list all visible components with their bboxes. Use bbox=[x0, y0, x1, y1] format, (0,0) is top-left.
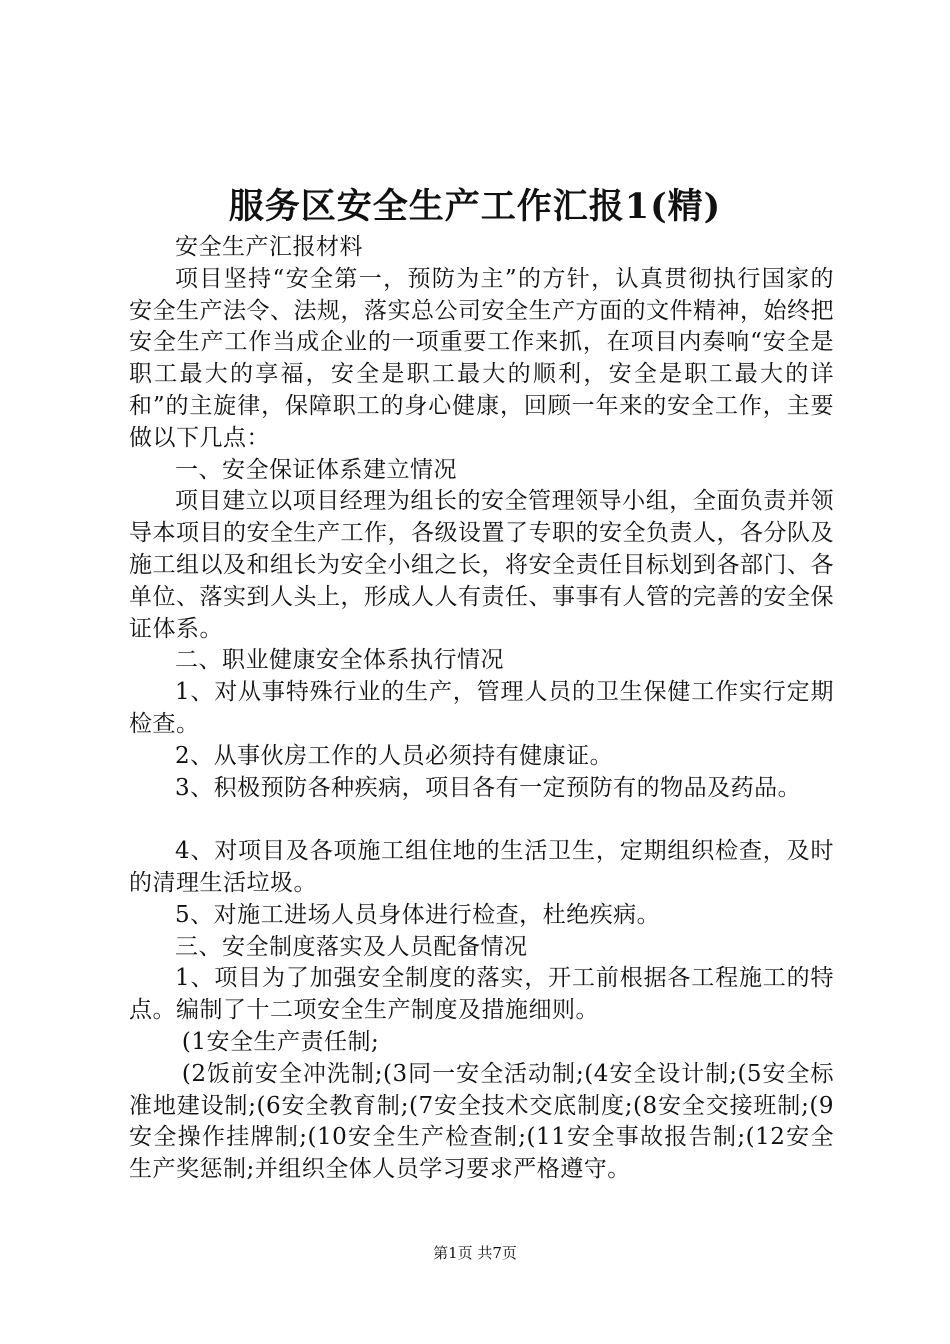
page-number-footer: 第1页 共7页 bbox=[433, 1244, 517, 1262]
list-item: 5、对施工进场人员身体进行检查，杜绝疾病。 bbox=[175, 901, 661, 928]
paragraph-section-1: 项目建立以项目经理为组长的安全管理领导小组，全面负责并领导本项目的安全生产工作，各级设置了专职的安全负责人，各分队及施工组以及和组长为安全小组之长，将安全责任目标划到各部门、各单位、落实到人头上，形成人人有责任、事事有人管的完善的安全保证体系。 bbox=[129, 488, 834, 642]
paragraph-subtitle: 安全生产汇报材料 bbox=[175, 234, 363, 260]
list-item: 2、从事伙房工作的人员必须持有健康证。 bbox=[175, 742, 614, 769]
document-title: 服务区安全生产工作汇报1(精) bbox=[228, 186, 722, 227]
list-item: 4、对项目及各项施工组住地的生活卫生，定期组织检查，及时的清理生活垃圾。 bbox=[129, 838, 834, 896]
list-item: 3、积极预防各种疾病，项目各有一定预防有的物品及药品。 bbox=[175, 774, 802, 801]
regulation-list: (2饭前安全冲洗制;(3同一安全活动制;(4安全设计制;(5安全标准地建设制;(6安全教育制;(7安全技术交底制度;(8安全交接班制;(9安全操作挂牌制;(10安全生产检查制;(11安全事故报告制;(12安全生产奖惩制;并组织全体人员学习要求严格遵守。 bbox=[129, 1060, 834, 1183]
document-body bbox=[129, 232, 834, 1186]
list-item: 1、对从事特殊行业的生产，管理人员的卫生保健工作实行定期检查。 bbox=[129, 679, 834, 737]
section-heading-1: 一、安全保证体系建立情况 bbox=[175, 456, 457, 483]
section-heading-2: 二、职业健康安全体系执行情况 bbox=[175, 647, 504, 674]
paragraph-intro: 项目坚持“安全第一，预防为主”的方针，认真贯彻执行国家的安全生产法令、法规，落实总公司安全生产方面的文件精神，始终把安全生产工作当成企业的一项重要工作来抓，在项目内奏响“安全是职工最大的享福，安全是职工最大的顺利，安全是职工最大的详和”的主旋律，保障职工的身心健康，回顾一年来的安全工作，主要做以下几点： bbox=[129, 265, 834, 451]
section-heading-3: 三、安全制度落实及人员配备情况 bbox=[175, 933, 528, 960]
list-item: 1、项目为了加强安全制度的落实，开工前根据各工程施工的特点。编制了十二项安全生产制度及措施细则。 bbox=[129, 965, 834, 1024]
regulation-item: (1安全生产责任制; bbox=[181, 1028, 380, 1055]
